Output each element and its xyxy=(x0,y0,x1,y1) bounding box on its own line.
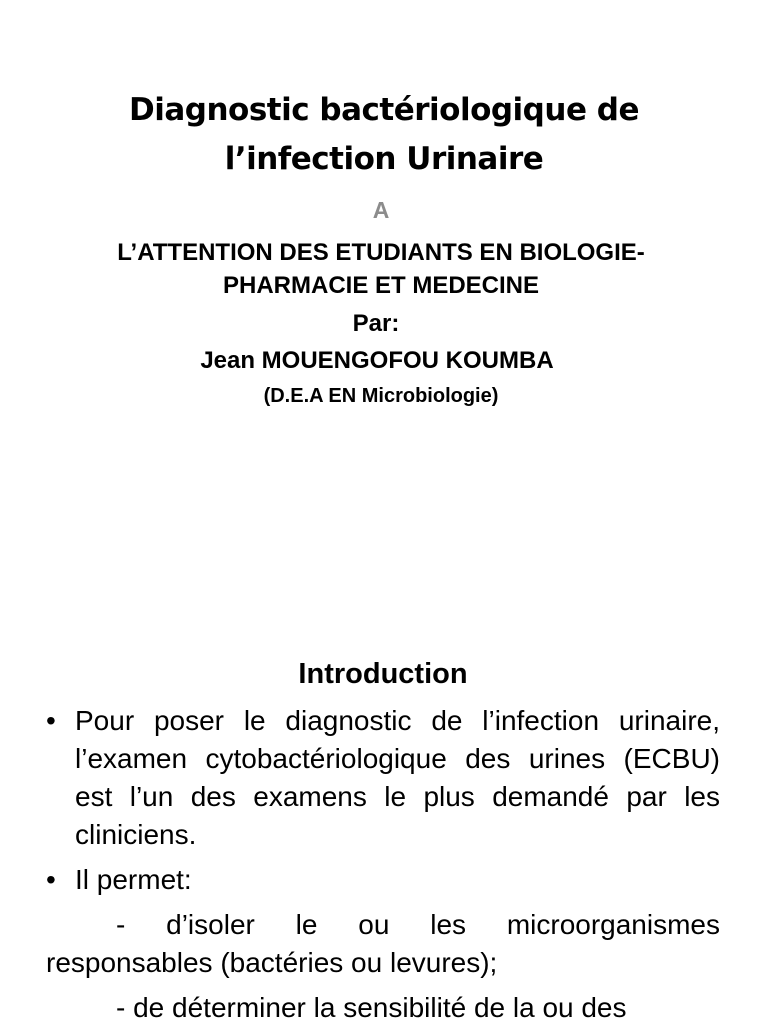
author-name: Jean MOUENGOFOU KOUMBA xyxy=(200,347,554,374)
title-line: Diagnostic bactériologique de xyxy=(129,92,639,128)
author-credential: (D.E.A EN Microbiologie) xyxy=(263,385,499,407)
audience-line: PHARMACIE ET MEDECINE xyxy=(222,272,540,299)
bullet-icon: • xyxy=(46,705,56,736)
by-label: Par: xyxy=(352,310,400,337)
bullet-item xyxy=(46,702,720,854)
sub-item: - de déterminer la sensibilité de la ou des xyxy=(116,992,627,1023)
title-line: l’infection Urinaire xyxy=(224,141,544,177)
document-title xyxy=(40,86,728,184)
bullet-text: Pour poser le diagnostic de l’infection urinaire, l’examen cytobactériologique des urines (ECBU) est l’un des examens le plus demandé par les cliniciens. xyxy=(75,705,720,850)
audience-text xyxy=(30,236,732,302)
audience-line: L’ATTENTION DES ETUDIANTS EN BIOLOGIE- xyxy=(117,239,645,266)
section-heading: Introduction xyxy=(298,658,468,690)
bullet-text: Il permet: xyxy=(75,864,192,895)
introduction-body xyxy=(46,702,720,1034)
sub-item: - d’isoler le ou les microorganismes responsables (bactéries ou levures); xyxy=(46,909,720,978)
subtitle-preposition: A xyxy=(372,197,390,223)
bullet-icon: • xyxy=(46,864,56,895)
bullet-item xyxy=(46,861,720,899)
